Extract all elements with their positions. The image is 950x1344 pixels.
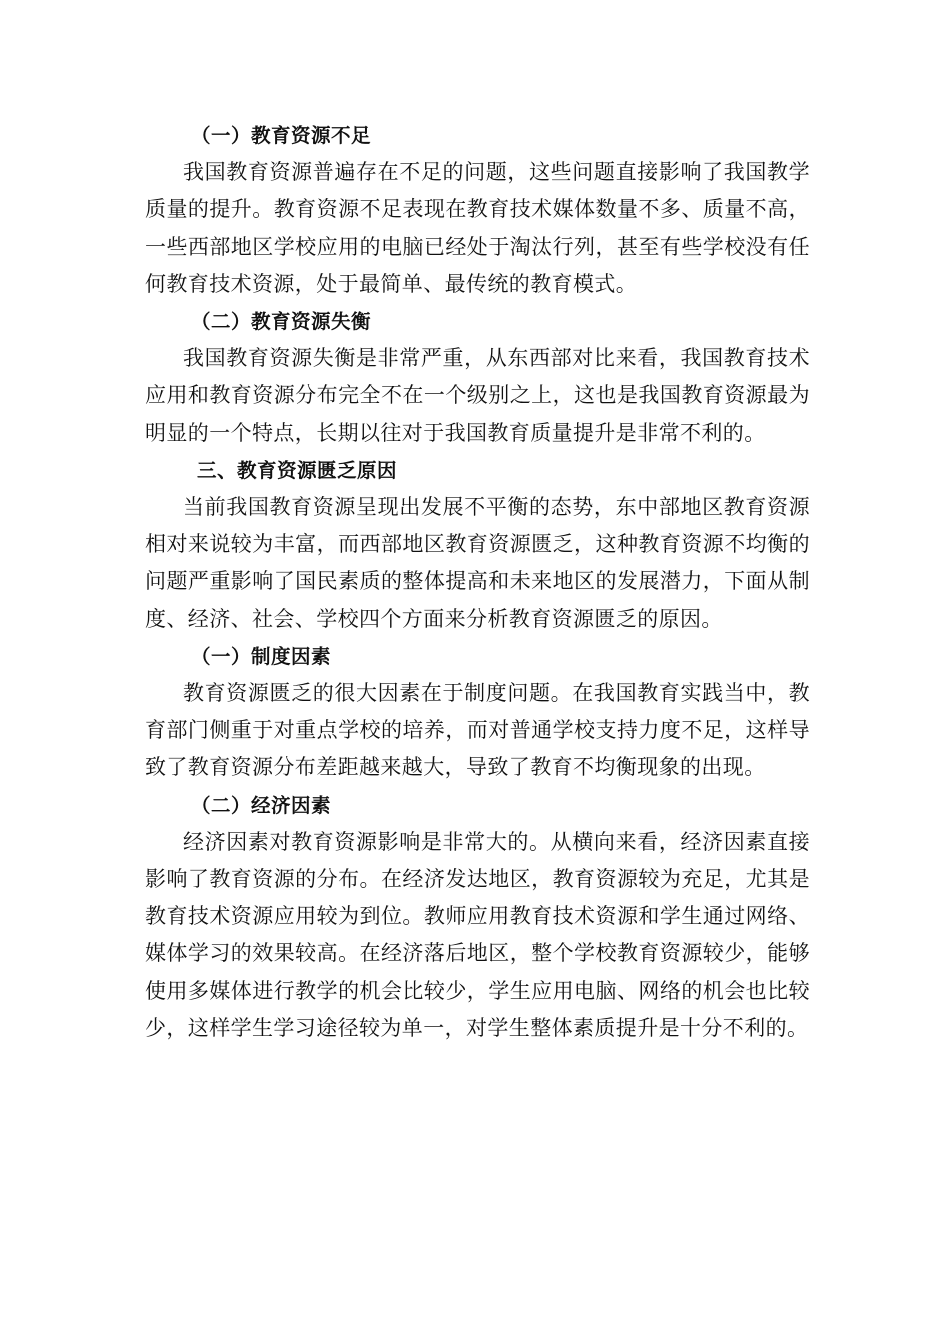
- chapter-heading: 三、教育资源匮乏原因: [197, 458, 398, 482]
- section-heading: （二）经济因素: [191, 793, 332, 817]
- body-paragraph: 经济因素对教育资源影响是非常大的。从横向来看，经济因素直接影响了教育资源的分布。在经济发达地区，教育资源较为充足，尤其是教育技术资源应用较为到位。教师应用教育技术资源和学生通过网络、媒体学习的效果较高。在经济落后地区，整个学校教育资源较少，能够使用多媒体进行教学的机会比较少，学生应用电脑、网络的机会也比较少，这样学生学习途径较为单一，对学生整体素质提升是十分不利的。: [145, 829, 810, 1040]
- body-paragraph: 我国教育资源普遍存在不足的问题，这些问题直接影响了我国教学质量的提升。教育资源不足表现在教育技术媒体数量不多、质量不高，一些西部地区学校应用的电脑已经处于淘汰行列，甚至有些学校没有任何教育技术资源，处于最简单、最传统的教育模式。: [145, 160, 810, 296]
- section-heading: （一）教育资源不足: [191, 124, 372, 147]
- body-paragraph: 教育资源匮乏的很大因素在于制度问题。在我国教育实践当中，教育部门侧重于对重点学校的培养，而对普通学校支持力度不足，这样导致了教育资源分布差距越来越大，导致了教育不均衡现象的出现。: [145, 681, 810, 780]
- document-page: [145, 117, 810, 1047]
- body-paragraph: 当前我国教育资源呈现出发展不平衡的态势，东中部地区教育资源相对来说较为丰富，而西部地区教育资源匮乏，这种教育资源不均衡的问题严重影响了国民素质的整体提高和未来地区的发展潜力，下面从制度、经济、社会、学校四个方面来分析教育资源匮乏的原因。: [145, 495, 810, 631]
- body-paragraph: 我国教育资源失衡是非常严重，从东西部对比来看，我国教育技术应用和教育资源分布完全不在一个级别之上，这也是我国教育资源最为明显的一个特点，长期以往对于我国教育质量提升是非常不利的。: [145, 346, 810, 445]
- section-heading: （二）教育资源失衡: [191, 310, 372, 334]
- section-heading: （一）制度因素: [191, 644, 332, 668]
